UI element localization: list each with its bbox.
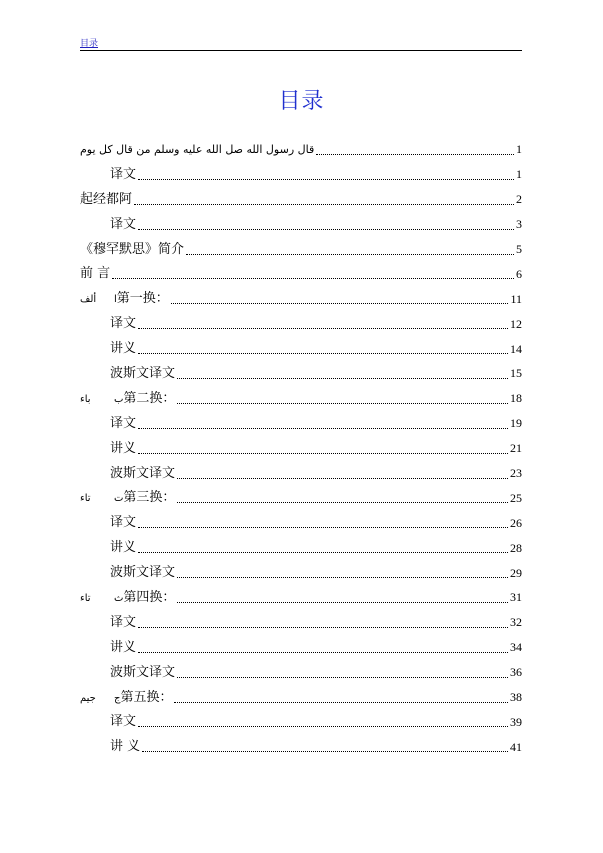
toc-page-number: 19 [510, 416, 522, 431]
toc-page-number: 36 [510, 665, 522, 680]
toc-entry-label: 译文 [110, 166, 137, 182]
toc-page-number: 6 [516, 266, 522, 281]
toc-entry-title [110, 715, 136, 728]
toc-entry[interactable] [80, 237, 522, 262]
toc-page-number: 21 [510, 441, 522, 456]
toc-dot-leader [177, 577, 508, 578]
toc-dot-leader [138, 353, 508, 354]
toc-entry-label: 第三换： [123, 490, 176, 506]
toc-entry-label: 波斯文译文 [110, 465, 176, 481]
toc-dot-leader [112, 278, 514, 279]
toc-entry[interactable] [80, 361, 522, 386]
toc-entry[interactable] [80, 535, 522, 560]
toc-arabic-letter: ث [114, 592, 124, 604]
toc-entry-label: 讲义 [110, 639, 137, 655]
toc-page-number: 34 [510, 640, 522, 655]
toc-entry[interactable] [80, 734, 522, 759]
toc-arabic-prefix: ألف [80, 294, 97, 306]
toc-dot-leader [177, 602, 508, 603]
toc-page-number: 12 [510, 316, 522, 331]
toc-page-number: 38 [510, 690, 522, 705]
toc-entry-title [110, 218, 136, 231]
toc-entry-label: قال رسول الله صل الله عليه وسلم من قال كل يوم [80, 142, 315, 156]
toc-dot-leader [138, 527, 508, 528]
toc-dot-leader [138, 229, 514, 230]
toc-entry[interactable] [80, 261, 522, 286]
toc-entry-title [110, 666, 175, 679]
toc-page-number: 26 [510, 515, 522, 530]
toc-entry-title [110, 342, 136, 355]
toc-arabic-letter: ب [114, 393, 124, 405]
toc-entry[interactable] [80, 660, 522, 685]
toc-page-number: 39 [510, 714, 522, 729]
toc-page-number: 25 [510, 490, 522, 505]
toc-entry-label: 第二换： [123, 390, 176, 406]
page-title: 目录 [278, 89, 325, 114]
toc-arabic-letter: ا [114, 294, 117, 306]
toc-entry-label: 讲义 [110, 440, 137, 456]
toc-entry-title [80, 691, 172, 704]
toc-dot-leader [138, 328, 508, 329]
toc-page-number: 32 [510, 615, 522, 630]
toc-entry-title [80, 392, 175, 405]
toc-dot-leader [177, 403, 508, 404]
toc-arabic-prefix: جيم [80, 692, 96, 704]
toc-entry[interactable] [80, 162, 522, 187]
toc-arabic-prefix: تاء [80, 592, 91, 604]
toc-entry-label: 译文 [110, 216, 137, 232]
toc-entry[interactable] [80, 137, 522, 162]
toc-entry[interactable] [80, 709, 522, 734]
toc-entry[interactable] [80, 286, 522, 311]
toc-entry-label: 波斯文译文 [110, 664, 176, 680]
toc-page-number: 11 [510, 291, 522, 306]
toc-entry-label: 讲 义 [110, 739, 141, 755]
toc-page-number: 2 [516, 192, 522, 207]
toc-entry[interactable] [80, 685, 522, 710]
toc-entry-label: 讲义 [110, 341, 137, 357]
toc-entry-label: 《穆罕默思》简介 [80, 241, 185, 257]
toc-entry-title [80, 591, 175, 604]
toc-page-number: 3 [516, 217, 522, 232]
toc-dot-leader [138, 428, 508, 429]
header-rule [80, 50, 522, 51]
toc-entry-label: 第一换： [116, 291, 169, 307]
toc-entry[interactable] [80, 635, 522, 660]
toc-entry-title [110, 417, 136, 430]
toc-dot-leader [177, 478, 508, 479]
toc-page-number: 28 [510, 540, 522, 555]
toc-entry-title [110, 317, 136, 330]
toc-entry[interactable] [80, 187, 522, 212]
toc-entry[interactable] [80, 411, 522, 436]
toc-arabic-letter: ت [114, 493, 124, 505]
toc-entry[interactable] [80, 336, 522, 361]
toc-entry[interactable] [80, 560, 522, 585]
toc-entry-title [110, 442, 136, 455]
toc-entry-label: 译文 [110, 614, 137, 630]
toc-page-number: 15 [510, 366, 522, 381]
toc-dot-leader [186, 254, 514, 255]
toc-entry-title [80, 243, 184, 256]
toc-entry-title [80, 491, 175, 504]
toc-dot-leader [138, 652, 508, 653]
toc-dot-leader [138, 726, 508, 727]
toc-entry[interactable] [80, 461, 522, 486]
toc-dot-leader [177, 677, 508, 678]
toc-entry-label: 译文 [110, 316, 137, 332]
toc-page-number: 5 [516, 242, 522, 256]
toc-entry-title [80, 267, 110, 280]
toc-dot-leader [134, 204, 514, 205]
toc-page-number: 23 [510, 466, 522, 481]
header-toc-link[interactable]: 目录 [80, 39, 99, 49]
toc-page-number: 41 [510, 739, 522, 754]
toc-entry[interactable] [80, 386, 522, 411]
toc-page-number: 29 [510, 565, 522, 580]
toc-entry-label: 第四换： [123, 589, 176, 605]
toc-entry-title [110, 740, 140, 753]
toc-entry-label: 起经都阿 [80, 191, 133, 207]
toc-entry-label: 波斯文译文 [110, 565, 176, 581]
toc-list [80, 137, 522, 759]
toc-entry-title [110, 541, 136, 554]
toc-dot-leader [138, 627, 508, 628]
toc-entry-label: 译文 [110, 415, 137, 431]
toc-entry-title [80, 193, 132, 206]
toc-dot-leader [142, 751, 508, 752]
toc-entry-title [80, 143, 314, 156]
toc-dot-leader [171, 303, 509, 304]
toc-dot-leader [177, 502, 508, 503]
toc-entry[interactable] [80, 585, 522, 610]
toc-entry[interactable] [80, 212, 522, 237]
toc-entry[interactable] [80, 485, 522, 510]
toc-entry-title [110, 467, 175, 480]
toc-entry-title [110, 367, 175, 380]
toc-dot-leader [138, 453, 508, 454]
toc-entry-label: 译文 [110, 515, 137, 531]
toc-arabic-prefix: تاء [80, 493, 91, 505]
toc-entry-title [110, 168, 136, 181]
toc-entry-title [110, 516, 136, 529]
toc-entry-title [80, 292, 169, 305]
toc-page-number: 31 [510, 590, 522, 605]
toc-entry-label: 第五换： [120, 689, 173, 705]
toc-dot-leader [316, 154, 514, 155]
toc-page-number: 18 [510, 391, 522, 406]
toc-entry-label: 前 言 [80, 266, 111, 282]
toc-page-number: 14 [510, 341, 522, 356]
toc-entry-title [110, 566, 175, 579]
toc-entry-label: 译文 [110, 714, 137, 730]
toc-arabic-prefix: باء [80, 393, 91, 405]
toc-dot-leader [177, 378, 508, 379]
toc-dot-leader [174, 702, 508, 703]
toc-entry-title [110, 616, 136, 629]
toc-dot-leader [138, 552, 508, 553]
toc-entry-title [110, 641, 136, 654]
toc-entry-label: 讲义 [110, 540, 137, 556]
toc-page-number: 1 [516, 142, 522, 157]
toc-entry[interactable] [80, 311, 522, 336]
toc-entry[interactable] [80, 436, 522, 461]
toc-page-number: 1 [516, 167, 522, 182]
toc-entry[interactable] [80, 610, 522, 635]
toc-arabic-letter: ج [114, 692, 121, 704]
toc-dot-leader [138, 179, 514, 180]
toc-entry[interactable] [80, 510, 522, 535]
toc-entry-label: 波斯文译文 [110, 365, 176, 381]
